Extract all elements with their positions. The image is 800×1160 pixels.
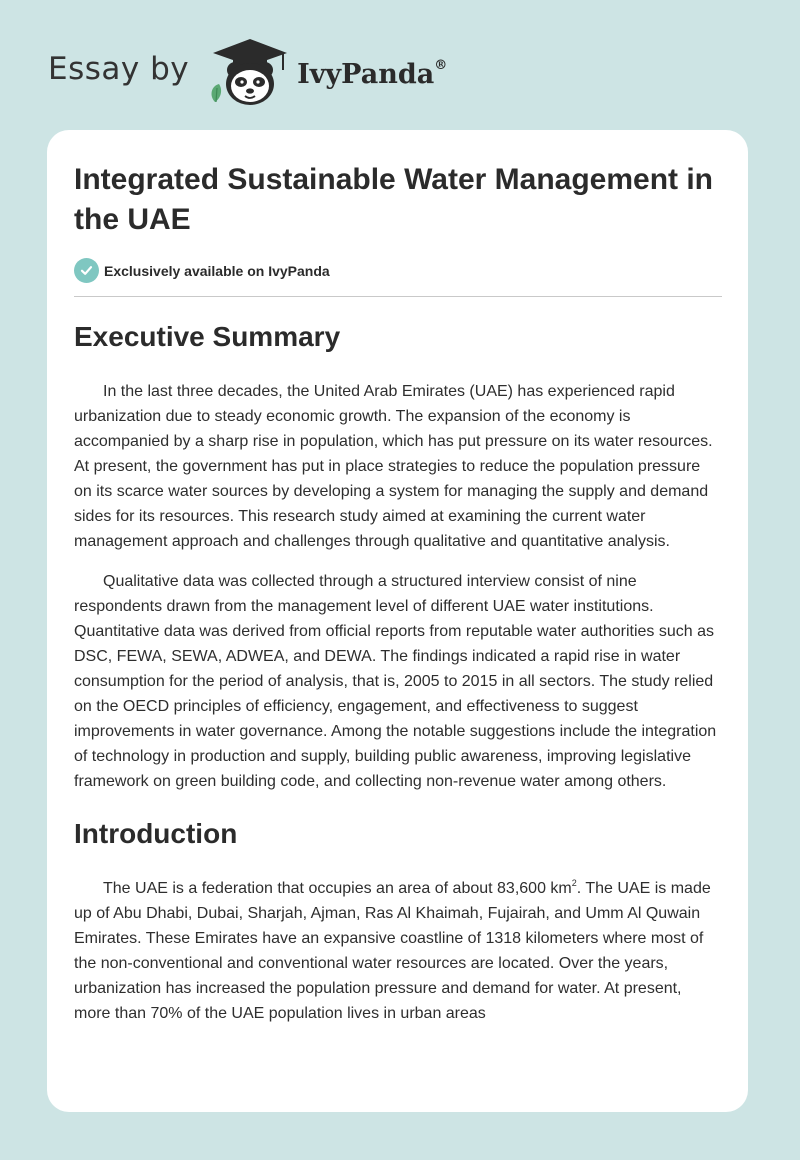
brand-name: IvyPanda® [297,58,448,90]
summary-paragraph-1: In the last three decades, the United Arab Emirates (UAE) has experienced rapid urbanization due to steady economic growth. The expansion of the economy is accompanied by a sharp rise in population, which has put pressure on its water resources. At present, the government has put in place strategies to reduce the population pressure on its scarce water sources by developing a system for managing the supply and demand sides for its resources. This research study aimed at examining the current water management approach and challenges through qualitative and quantitative analysis. [74,383,713,550]
divider [74,296,722,297]
essay-content [74,160,722,1026]
section-heading-executive-summary: Executive Summary [74,321,341,352]
summary-paragraph-2: Qualitative data was collected through a structured interview consist of nine respondents drawn from the management level of different UAE water institutions. Quantitative data was derived from official reports from reputable water authorities such as DSC, FEWA, SEWA, ADWEA, and DEWA. The findings indicated a rapid rise in water consumption for the period of analysis, that is, 2005 to 2015 in all sectors. The study relied on the OECD principles of efficiency, engagement, and effectiveness to suggest improvements in water governance. Among the notable suggestions include the integration of technology in production and supply, building public awareness, improving legislative framework on green building code, and collecting non-revenue water among others. [74,573,717,790]
essay-card [47,130,748,1112]
section-heading-introduction: Introduction [74,818,238,849]
ivypanda-logo-icon [205,36,295,108]
page-title: Integrated Sustainable Water Management in the UAE [74,163,714,236]
brand-header[interactable] [48,36,447,108]
exclusive-badge [74,258,722,283]
intro-paragraph-1: The UAE is a federation that occupies an area of about 83,600 $km^2$. The UAE is made up of Abu Dhabi, Dubai, Sharjah, Ajman, Ras Al Khaimah, Fujairah, and Umm Al Quwain Emirates. These Emirates have an expansive coastline of 1318 kilometers where most of the non-conventional and conventional water resources are located. Over the years, urbanization has increased the population pressure and demand for water. At present, more than 70% of the UAE population lives in urban areas [74,878,711,1022]
checkmark-icon [74,258,99,283]
brand-prefix: Essay by [48,51,190,87]
exclusive-label: Exclusively available on IvyPanda [104,262,330,279]
